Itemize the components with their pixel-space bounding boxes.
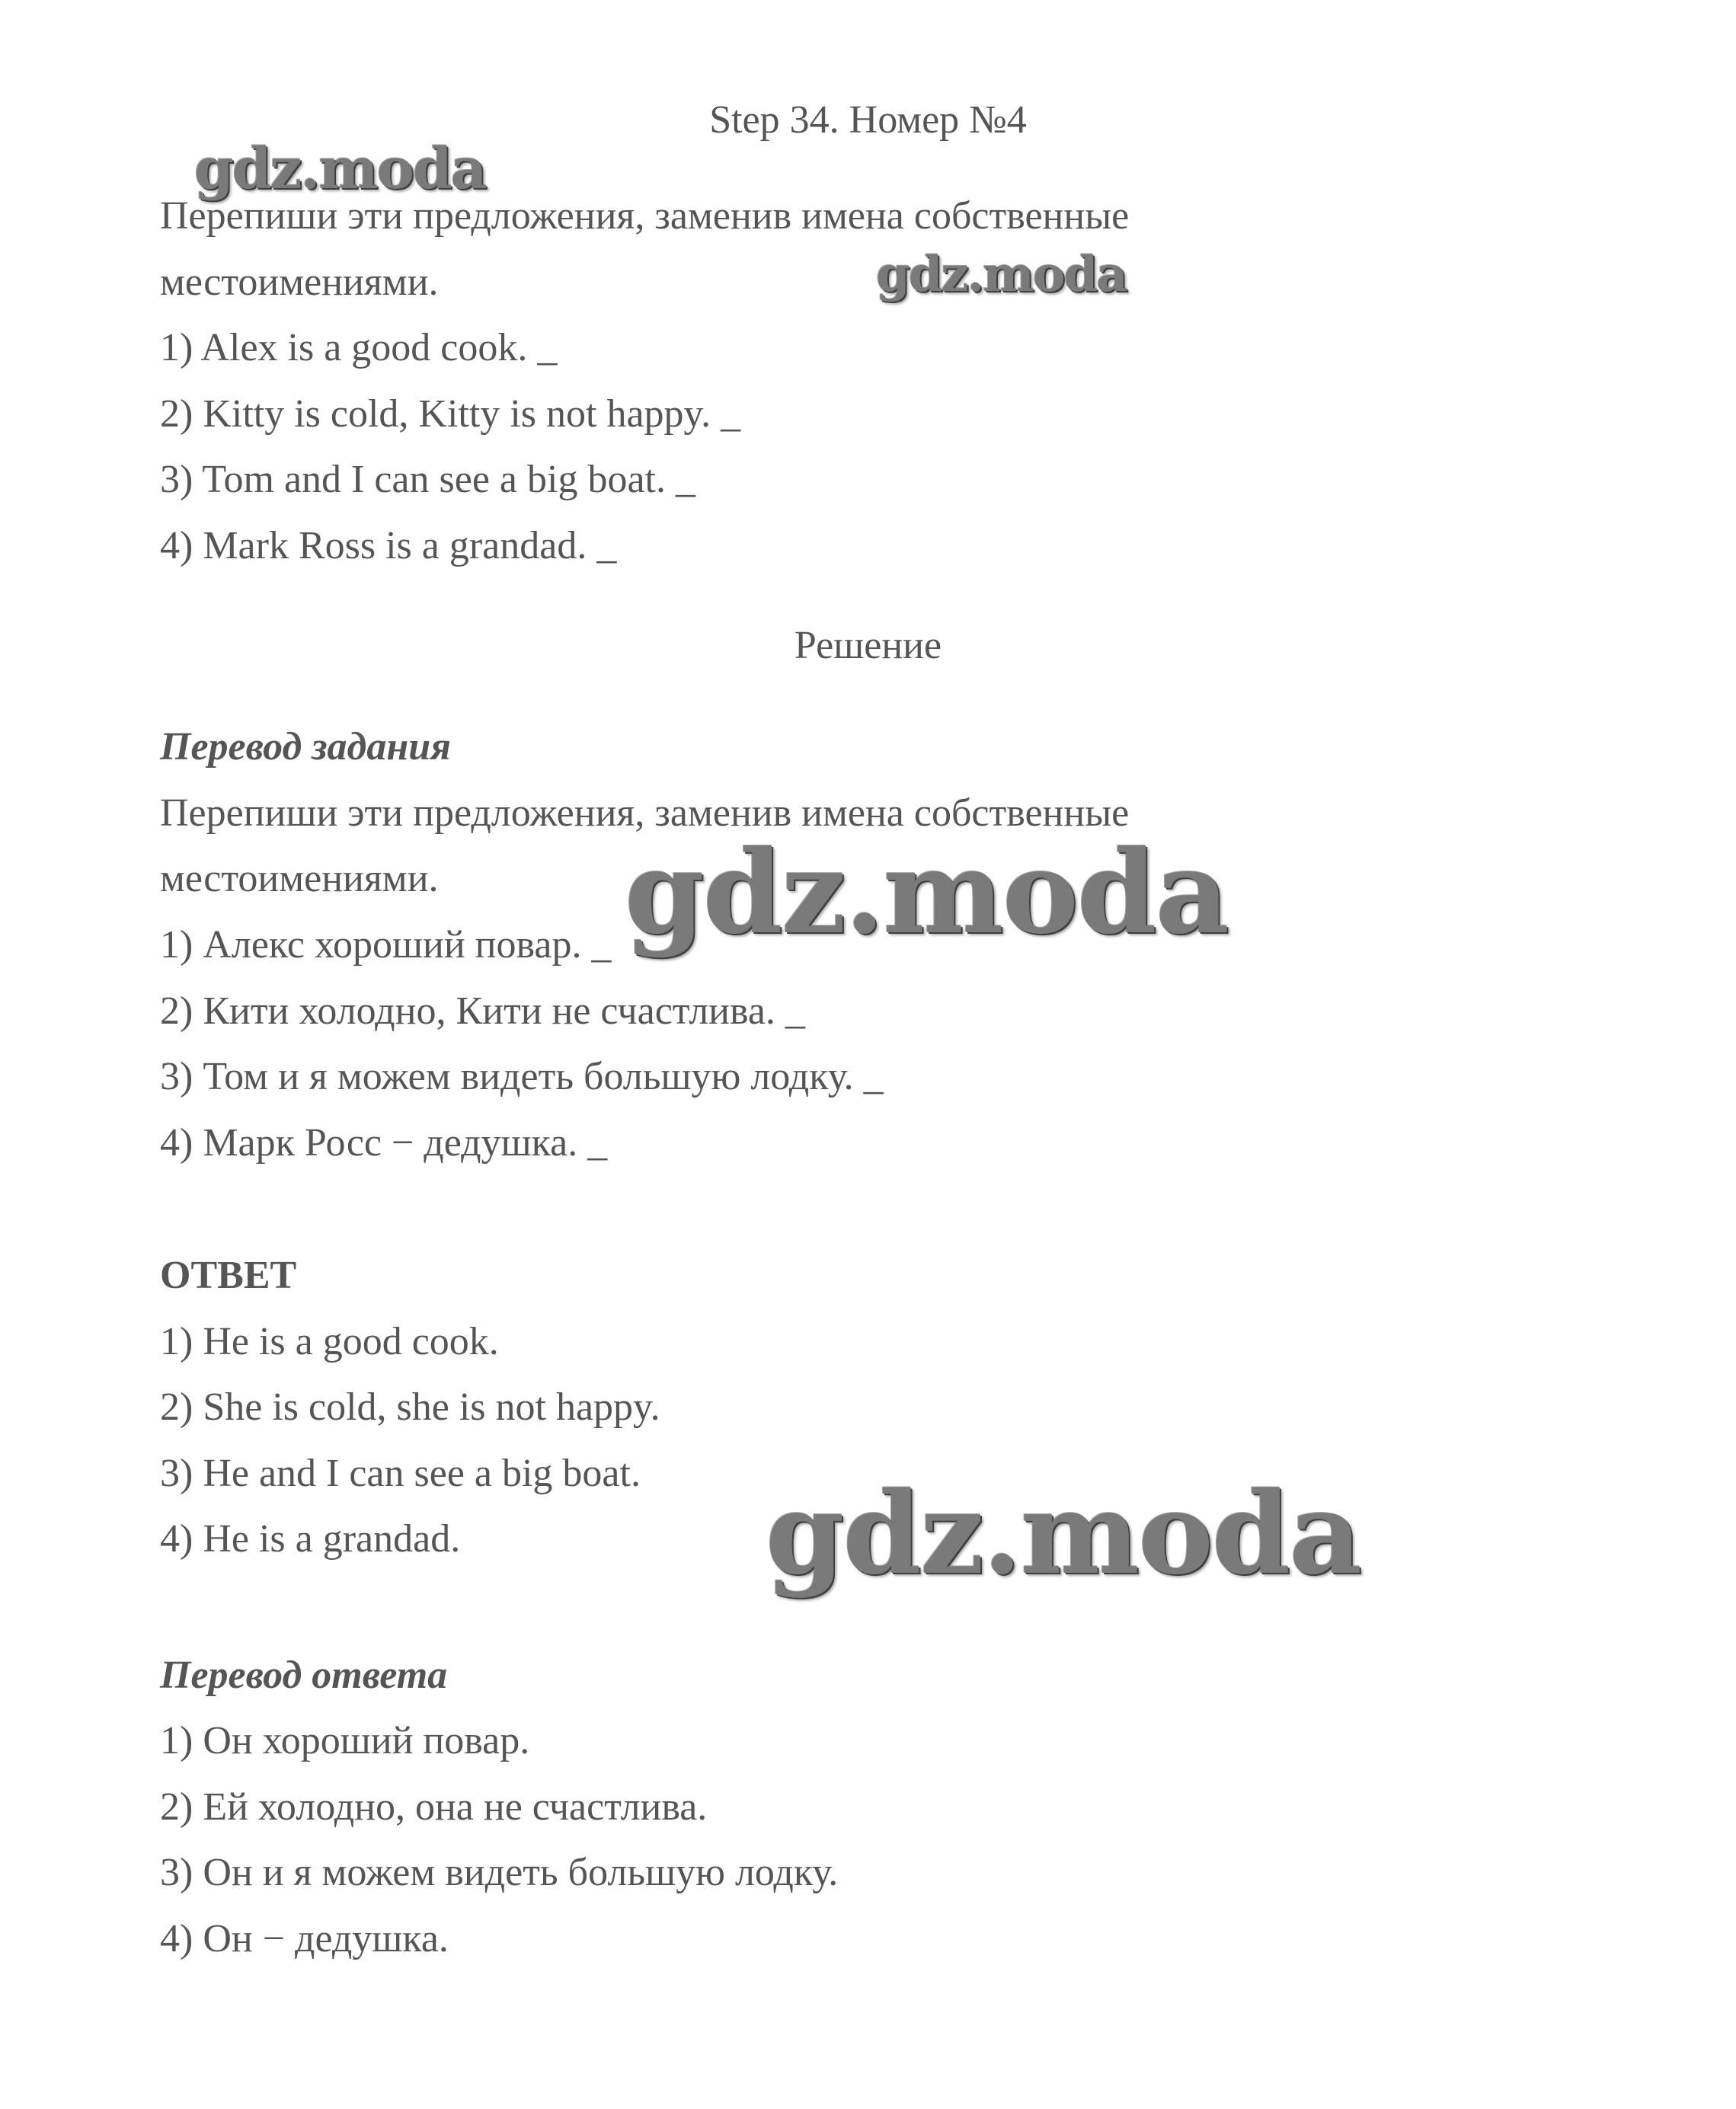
answer-item-2: 2) She is cold, she is not happy. [160, 1385, 660, 1429]
task-translation-intro-line-1: Перепиши эти предложения, заменив имена собственные [160, 791, 1130, 835]
solution-heading: Решение [794, 624, 942, 667]
answer-item-4: 4) He is a grandad. [160, 1517, 461, 1561]
task-translation-item-2: 2) Кити холодно, Кити не счастлива. _ [160, 989, 805, 1033]
answer-item-3: 3) He and I can see a big boat. [160, 1452, 641, 1495]
task-item-2: 2) Kitty is cold, Kitty is not happy. _ [160, 392, 741, 436]
answer-translation-item-3: 3) Он и я можем видеть большую лодку. [160, 1851, 839, 1894]
answer-item-1: 1) He is a good cook. [160, 1320, 499, 1363]
task-intro-line-2: местоимениями. [160, 260, 439, 304]
task-translation-item-4: 4) Марк Росс − дедушка. _ [160, 1121, 608, 1165]
watermark-logo: gdz.moda [766, 1467, 1361, 1599]
answer-heading: ОТВЕТ [160, 1254, 297, 1297]
watermark-logo: gdz.moda [876, 246, 1127, 303]
task-translation-item-3: 3) Том и я можем видеть большую лодку. _ [160, 1055, 884, 1098]
page-title: Step 34. Номер №4 [709, 98, 1027, 142]
task-translation-item-1: 1) Алекс хороший повар. _ [160, 923, 612, 967]
answer-translation-heading: Перевод ответа [160, 1654, 448, 1697]
answer-translation-item-4: 4) Он − дедушка. [160, 1917, 449, 1960]
watermark-logo: gdz.moda [194, 136, 486, 202]
watermark-logo: gdz.moda [625, 826, 1229, 960]
task-translation-intro-line-2: местоимениями. [160, 857, 439, 900]
task-translation-heading: Перевод задания [160, 725, 451, 769]
task-intro-line-1: Перепиши эти предложения, заменив имена собственные [160, 194, 1130, 238]
answer-translation-item-1: 1) Он хороший повар. [160, 1719, 530, 1762]
task-item-1: 1) Alex is a good cook. _ [160, 326, 558, 369]
task-item-4: 4) Mark Ross is a grandad. _ [160, 524, 617, 567]
task-item-3: 3) Tom and I can see a big boat. _ [160, 458, 695, 501]
answer-translation-item-2: 2) Ей холодно, она не счастлива. [160, 1785, 708, 1829]
